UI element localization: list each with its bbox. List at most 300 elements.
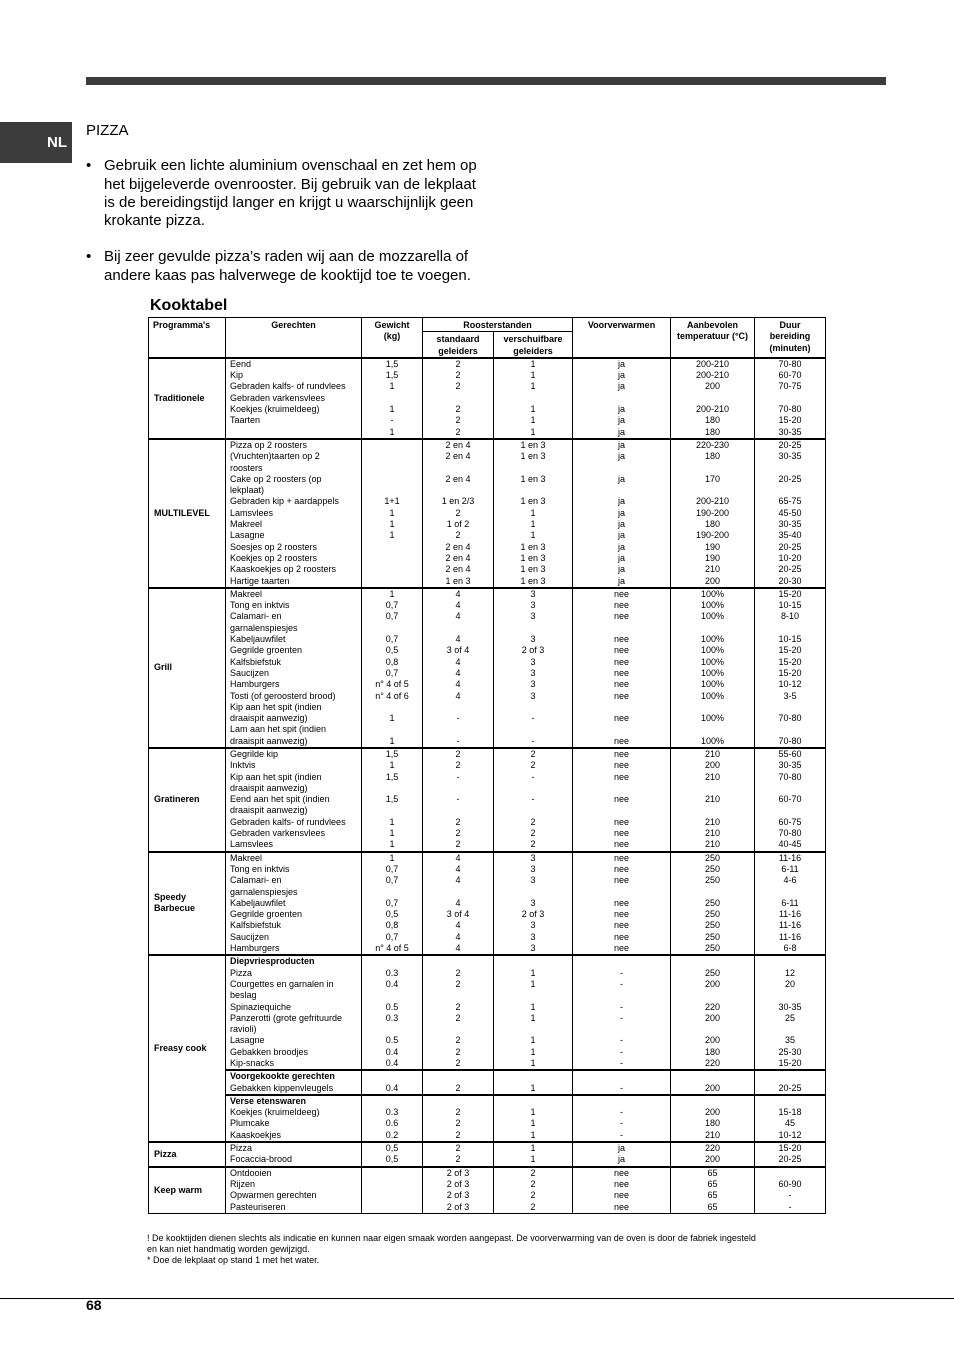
cell-line: 2	[455, 358, 461, 369]
subsection-title: Diepvriesproducten	[230, 956, 315, 967]
cell-line: ja	[618, 496, 626, 507]
cell-line: 100%	[701, 645, 725, 656]
cell-line: 4	[455, 690, 461, 701]
cell-line	[496, 956, 570, 967]
cell-line	[673, 1024, 752, 1035]
cell-line: 20-25	[778, 541, 802, 552]
cell-line	[673, 724, 752, 735]
cell-line: 30-35	[778, 760, 802, 771]
footnote: ! De kooktijden dienen slechts als indicatie en kunnen naar eigen smaak worden aangepast. De voorverwarming van de oven is door de fabriek ingesteld en kan niet handmatig worden gewijzigd.	[147, 1233, 756, 1254]
cell-line: 15-18	[778, 1107, 802, 1118]
subsection-title: Verse etenswaren	[230, 1095, 307, 1106]
cell-line: 60-70	[778, 794, 802, 805]
cell-line: 2	[455, 748, 461, 759]
cell-line: Kip aan het spit (indien	[230, 771, 322, 782]
col-dish	[226, 439, 362, 588]
cell-line: -	[620, 1129, 624, 1140]
cell-line: 15-20	[778, 588, 802, 599]
cell-line: 2	[455, 839, 461, 850]
cell-line: Pizza	[230, 1143, 253, 1154]
page-number: 68	[86, 1297, 102, 1313]
cell-line: 3	[530, 656, 536, 667]
col-temperature	[671, 1142, 755, 1167]
cell-line	[673, 485, 752, 496]
table-row	[149, 1142, 826, 1167]
cell-line: Makreel	[230, 588, 263, 599]
cell-line: 100%	[701, 679, 725, 690]
cell-line	[425, 485, 491, 496]
program-group	[149, 748, 826, 852]
cell-line: Hamburgers	[230, 679, 280, 690]
cell-line: 1	[530, 530, 536, 541]
cell-line: 0.4	[385, 978, 399, 989]
cell-line: ja	[618, 541, 626, 552]
cell-line: Tong en inktvis	[230, 863, 290, 874]
cell-line: draaispit aanwezig)	[230, 805, 308, 816]
cell-line: 1	[530, 519, 536, 530]
cell-line: 2	[455, 530, 461, 541]
cell-line: 2	[530, 839, 536, 850]
cell-line: 11-16	[778, 909, 802, 920]
col-duration	[755, 1070, 826, 1095]
col-standard-rack	[423, 748, 494, 852]
cell-line: 2	[455, 1001, 461, 1012]
cell-line	[757, 485, 823, 496]
cell-line	[364, 1024, 420, 1035]
cell-line	[364, 623, 420, 634]
cell-line: 2 of 3	[446, 1190, 470, 1201]
cell-line: 180	[705, 1118, 721, 1129]
cell-line: 2	[455, 426, 461, 437]
cell-line	[364, 887, 420, 898]
cell-line: 0,5	[385, 645, 399, 656]
cell-line: ja	[618, 1143, 626, 1154]
cell-line: Kabeljauwfilet	[230, 634, 286, 645]
cell-line: nee	[614, 771, 630, 782]
cell-line: 200-210	[696, 358, 730, 369]
cell-line: 0.3	[385, 967, 399, 978]
cell-line: 2	[455, 828, 461, 839]
cell-line	[364, 805, 420, 816]
cell-line: Gebraden varkensvlees	[230, 392, 326, 403]
cell-line: 35-40	[778, 530, 802, 541]
cell-line: Pizza op 2 roosters	[230, 439, 308, 450]
cell-line: 20-25	[778, 564, 802, 575]
cell-line: ja	[618, 358, 626, 369]
table-row	[149, 852, 826, 956]
cell-line: 0.4	[385, 1046, 399, 1057]
cell-line	[575, 1096, 668, 1107]
col-weight	[362, 1095, 423, 1142]
cell-line: 1	[530, 1107, 536, 1118]
cell-line: Spinaziequiche	[230, 1001, 292, 1012]
cell-line	[425, 1024, 491, 1035]
cell-line: 250	[705, 967, 721, 978]
cell-line: 2	[455, 507, 461, 518]
cell-line: ja	[618, 507, 626, 518]
cell-line: nee	[614, 656, 630, 667]
cell-line: 200	[705, 1012, 721, 1023]
cell-line: 200-210	[696, 496, 730, 507]
cell-line: 200	[705, 760, 721, 771]
col-weight	[362, 588, 423, 748]
cell-line: 1	[389, 735, 395, 746]
col-temperature	[671, 358, 755, 439]
col-preheat	[573, 1070, 671, 1095]
cell-line: 0,7	[385, 634, 399, 645]
cell-line	[425, 956, 491, 967]
cell-line	[575, 623, 668, 634]
cell-line: Kalfsbiefstuk	[230, 920, 282, 931]
cell-line: ja	[618, 519, 626, 530]
cell-line: 210	[705, 771, 721, 782]
cell-line: 60-75	[778, 816, 802, 827]
col-preheat	[573, 588, 671, 748]
cell-line: Eend	[230, 358, 252, 369]
cell-line: 70-80	[778, 735, 802, 746]
cell-line: 200	[705, 1082, 721, 1093]
cell-line	[425, 990, 491, 1001]
cell-line: 6-11	[781, 897, 799, 908]
cell-line: 3	[530, 600, 536, 611]
cell-line: 1	[530, 1035, 536, 1046]
cell-line: nee	[614, 679, 630, 690]
cell-line: 10-12	[778, 679, 802, 690]
cell-line: 250	[705, 909, 721, 920]
cell-line: 1	[530, 1118, 536, 1129]
subsection-title: Voorgekookte gerechten	[230, 1071, 335, 1082]
cell-line: 15-20	[778, 415, 802, 426]
cell-line	[496, 393, 570, 404]
cell-line: 1 of 2	[446, 519, 470, 530]
cell-line: nee	[614, 863, 630, 874]
cell-line: Gebraden kalfs- of rundvlees	[230, 816, 346, 827]
cell-line: Gegrilde groenten	[230, 645, 303, 656]
cell-line	[673, 623, 752, 634]
cell-line: 100%	[701, 634, 725, 645]
cell-line	[364, 451, 420, 462]
cell-line: -	[620, 1107, 624, 1118]
cell-line: 70-80	[778, 358, 802, 369]
col-duration	[755, 748, 826, 852]
cell-line: 11-16	[778, 920, 802, 931]
cell-line: nee	[614, 875, 630, 886]
program-group	[149, 439, 826, 588]
cell-line: 2	[530, 1201, 536, 1212]
cell-line: ja	[618, 370, 626, 381]
cell-line: 6-11	[781, 863, 799, 874]
cell-line: Kip	[230, 370, 244, 381]
cell-line	[757, 393, 823, 404]
cell-line	[575, 463, 668, 474]
cell-line: 1	[530, 426, 536, 437]
cell-line: 0.4	[385, 1058, 399, 1068]
cell-line: 200	[705, 1154, 721, 1165]
cell-line: 2 of 3	[446, 1201, 470, 1212]
cell-line: 210	[705, 816, 721, 827]
cell-line: 0,5	[385, 1143, 399, 1154]
cell-line: 1	[389, 519, 395, 530]
cell-line: 1	[389, 760, 395, 771]
cell-line: Ontdooien	[230, 1167, 272, 1178]
col-preheat	[573, 1142, 671, 1167]
cell-line: ja	[618, 451, 626, 462]
bullet-dot: •	[86, 157, 92, 175]
cell-line	[364, 702, 420, 713]
cell-line: 180	[705, 519, 721, 530]
cell-line: 1	[389, 507, 395, 518]
cell-line: 1 en 3	[520, 439, 546, 450]
cell-line	[425, 623, 491, 634]
cell-line: 1	[389, 713, 395, 724]
cell-line: 2	[455, 1129, 461, 1140]
cell-line: 4	[455, 634, 461, 645]
cell-line	[364, 564, 420, 575]
cell-line	[425, 702, 491, 713]
cell-line: 2	[455, 404, 461, 415]
col-preheat	[573, 358, 671, 439]
cell-line: Gebraden kalfs- of rundvlees	[230, 381, 346, 392]
cell-line: Tosti (of geroosterd brood)	[230, 690, 336, 701]
cell-line: 1,5	[385, 771, 399, 782]
cell-line: 1	[389, 426, 395, 437]
table-row	[149, 588, 826, 748]
cell-line: 4	[455, 588, 461, 599]
cell-line: 200-210	[696, 370, 730, 381]
cell-line: 2	[455, 978, 461, 989]
cell-line: Opwarmen gerechten	[230, 1190, 317, 1201]
cell-line: 15-20	[778, 1058, 802, 1068]
table-row	[149, 358, 826, 439]
cell-line: 250	[705, 875, 721, 886]
cell-line: 2 of 3	[521, 909, 545, 920]
cell-line	[230, 427, 357, 438]
cell-line	[364, 990, 420, 1001]
cell-line: nee	[614, 1178, 630, 1189]
pizza-intro	[86, 122, 486, 303]
cell-line: 0.6	[385, 1118, 399, 1129]
cell-line: ja	[618, 415, 626, 426]
cell-line: 10-15	[778, 600, 802, 611]
cell-line	[575, 887, 668, 898]
cell-line: 1 en 3	[520, 541, 546, 552]
cell-line: 2 en 4	[445, 451, 471, 462]
cell-line: Soesjes op 2 roosters	[230, 541, 318, 552]
cell-line: 3	[530, 863, 536, 874]
cell-line	[364, 783, 420, 794]
cell-line: 4	[455, 679, 461, 690]
cell-line: 2	[455, 1012, 461, 1023]
cell-line	[364, 553, 420, 564]
col-weight	[362, 852, 423, 956]
cell-line: 45	[785, 1118, 796, 1129]
cell-line: 190	[705, 541, 721, 552]
col-temperature	[671, 1070, 755, 1095]
cell-line: 220-230	[696, 439, 730, 450]
cell-line: 15-20	[778, 645, 802, 656]
cell-line: Gegrilde groenten	[230, 909, 303, 920]
col-weight	[362, 358, 423, 439]
cell-line: 2	[455, 1082, 461, 1093]
cell-line	[364, 724, 420, 735]
col-duration	[755, 852, 826, 956]
cell-line: Calamari- en	[230, 875, 282, 886]
cell-line: 65	[707, 1178, 718, 1189]
cell-line: nee	[614, 600, 630, 611]
cell-line: 2	[455, 760, 461, 771]
footnote: * Doe de lekplaat op stand 1 met het water.	[147, 1255, 320, 1265]
cell-line: nee	[614, 794, 630, 805]
cell-line: Koekjes (kruimeldeeg)	[230, 404, 320, 415]
cell-line: 3	[530, 897, 536, 908]
cell-line	[496, 887, 570, 898]
cell-line: 4-6	[783, 875, 797, 886]
cell-line: -	[531, 771, 535, 782]
cell-line: -	[620, 1058, 624, 1068]
cell-line: 2	[455, 1058, 461, 1068]
cell-line: 190-200	[696, 507, 730, 518]
cell-line	[673, 990, 752, 1001]
cell-line	[364, 393, 420, 404]
cell-line: 210	[705, 748, 721, 759]
cell-line: 30-35	[778, 426, 802, 437]
cell-line: nee	[614, 748, 630, 759]
header-duur: Duur bereiding (minuten)	[755, 318, 826, 358]
cell-line: ja	[618, 1154, 626, 1165]
cell-line: 1	[389, 530, 395, 541]
cell-line: Kabeljauwfilet	[230, 897, 286, 908]
cell-line: 0,5	[385, 909, 399, 920]
col-dish	[226, 358, 362, 439]
cell-line	[757, 463, 823, 474]
cell-line: 1	[530, 1012, 536, 1023]
cell-line: 1	[530, 967, 536, 978]
cell-line: 190	[705, 552, 721, 563]
col-standard-rack	[423, 439, 494, 588]
cell-line: 0.5	[385, 1035, 399, 1046]
cell-line: 2 of 3	[446, 1167, 470, 1178]
col-sliding-rack	[494, 748, 573, 852]
cell-line: 1	[530, 1143, 536, 1154]
cell-line	[575, 805, 668, 816]
cell-line: 0.5	[385, 1001, 399, 1012]
header-temperatuur: Aanbevolen temperatuur (°C)	[671, 318, 755, 358]
cell-line: 3	[530, 943, 536, 954]
cell-line	[496, 623, 570, 634]
cooking-table	[148, 317, 826, 1214]
cell-line	[425, 463, 491, 474]
cell-line: 55-60	[778, 748, 802, 759]
header-bar	[86, 77, 886, 85]
cell-line: 1	[530, 1058, 536, 1068]
cell-line: nee	[614, 931, 630, 942]
cell-line: Makreel	[230, 852, 263, 863]
cell-line: n° 4 of 6	[375, 690, 409, 701]
cell-line	[425, 1071, 491, 1082]
cell-line: 1+1	[384, 496, 400, 507]
cell-line: 1	[530, 415, 536, 426]
cell-line: ja	[618, 439, 626, 450]
col-duration	[755, 1167, 826, 1214]
program-name: Grill	[149, 588, 226, 748]
cell-line: 100%	[701, 656, 725, 667]
cell-line: 65	[707, 1190, 718, 1201]
cell-line: 25	[785, 1012, 796, 1023]
cell-line: 4	[455, 667, 461, 678]
cell-line: (Vruchten)taarten op 2	[230, 451, 320, 462]
cell-line: 1	[530, 1046, 536, 1057]
cell-line: nee	[614, 816, 630, 827]
col-duration	[755, 1142, 826, 1167]
program-name: MULTILEVEL	[149, 439, 226, 588]
cell-line: -	[620, 967, 624, 978]
cell-line: lekplaat)	[230, 485, 265, 496]
cell-line	[364, 1071, 420, 1082]
cell-line: 4	[455, 600, 461, 611]
cell-line	[673, 463, 752, 474]
cell-line: 40-45	[778, 839, 802, 850]
col-standard-rack	[423, 852, 494, 956]
cell-line: 2 en 4	[445, 541, 471, 552]
cell-line: draaispit aanwezig)	[230, 735, 308, 746]
cell-line: 0,7	[385, 611, 399, 622]
cell-line: 1 en 3	[520, 451, 546, 462]
cell-line: 100%	[701, 690, 725, 701]
cell-line: 220	[705, 1143, 721, 1154]
cell-line: 10-12	[778, 1129, 802, 1140]
cell-line: ja	[618, 530, 626, 541]
cell-line: 250	[705, 943, 721, 954]
col-temperature	[671, 748, 755, 852]
cell-line: 180	[705, 415, 721, 426]
col-temperature	[671, 1167, 755, 1214]
col-weight	[362, 955, 423, 1070]
cell-line: 200	[705, 978, 721, 989]
col-preheat	[573, 748, 671, 852]
cell-line: Saucijzen	[230, 931, 270, 942]
cell-line: 2 en 4	[445, 473, 471, 484]
cell-line: 250	[705, 931, 721, 942]
col-standard-rack	[423, 1167, 494, 1214]
cell-line: 2	[530, 1167, 536, 1178]
header-standaard: standaard geleiders	[423, 332, 494, 358]
cell-line: 20-25	[778, 1082, 802, 1093]
col-standard-rack	[423, 588, 494, 748]
cell-line: 2	[530, 828, 536, 839]
cell-line: 2	[530, 1178, 536, 1189]
cell-line: 180	[705, 426, 721, 437]
cell-line: 4	[455, 656, 461, 667]
cell-line: 250	[705, 852, 721, 863]
cell-line: 100%	[701, 735, 725, 746]
cell-line: 15-20	[778, 1143, 802, 1154]
col-weight	[362, 1142, 423, 1167]
cell-line: 210	[705, 794, 721, 805]
cell-line: 210	[705, 839, 721, 850]
program-name: Traditionele	[149, 358, 226, 439]
cell-line: 3	[530, 611, 536, 622]
cell-line: nee	[614, 690, 630, 701]
cell-line: 1	[530, 404, 536, 415]
cell-line: 1 en 3	[520, 564, 546, 575]
cell-line: 190-200	[696, 530, 730, 541]
cell-line: 11-16	[778, 931, 802, 942]
cell-line: 250	[705, 897, 721, 908]
cell-line: beslag	[230, 990, 257, 1001]
col-sliding-rack	[494, 1070, 573, 1095]
cell-line: 1 en 3	[520, 473, 546, 484]
cell-line	[575, 485, 668, 496]
